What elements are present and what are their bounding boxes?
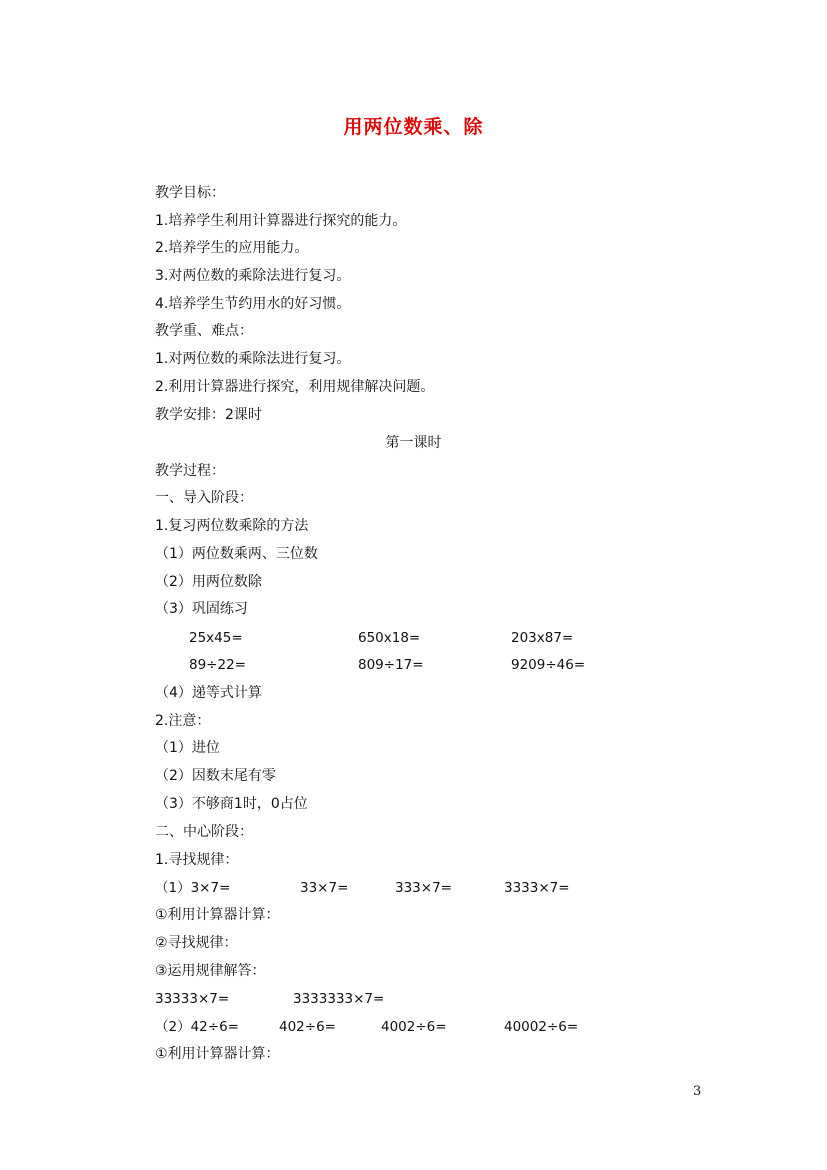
pattern-problem: 33×7= [300, 880, 349, 896]
pattern-heading: 1.寻找规律： [155, 852, 239, 868]
pattern-problem: （1）3×7= [155, 880, 231, 896]
practice-problem: 203x87= [511, 630, 574, 646]
pattern-problem: 402÷6= [279, 1019, 336, 1035]
practice-problem: 650x18= [358, 630, 421, 646]
practice-problem: 9209÷46= [511, 657, 586, 673]
step-item: ②寻找规律： [155, 935, 238, 951]
pattern-problem: 3333333×7= [293, 991, 385, 1007]
pattern-problem: 40002÷6= [504, 1019, 579, 1035]
process-heading: 教学过程： [155, 463, 225, 479]
pattern-problem: 4002÷6= [381, 1019, 447, 1035]
objective-item: 3.对两位数的乘除法进行复习。 [155, 268, 351, 284]
pattern-problem: （2）42÷6= [155, 1019, 239, 1035]
stage1-heading: 一、导入阶段： [155, 490, 253, 506]
step-item: ①利用计算器计算： [155, 907, 280, 923]
note-item: （3）不够商1时，0占位 [155, 796, 308, 812]
step-item: ③运用规律解答： [155, 963, 266, 979]
document-title: 用两位数乘、除 [343, 116, 484, 138]
page-number: 3 [693, 1084, 702, 1099]
review-item: （3）巩固练习 [155, 601, 248, 617]
objectives-heading: 教学目标： [155, 185, 225, 201]
pattern-problem: 33333×7= [155, 991, 230, 1007]
lesson-title: 第一课时 [385, 435, 442, 451]
keypoints-heading: 教学重、难点： [155, 323, 253, 339]
objective-item: 2.培养学生的应用能力。 [155, 240, 309, 256]
notes-heading: 2.注意： [155, 713, 211, 729]
objective-item: 4.培养学生节约用水的好习惯。 [155, 296, 351, 312]
practice-problem: 25x45= [189, 630, 243, 646]
schedule-line: 教学安排：2课时 [155, 407, 262, 423]
pattern-problem: 333×7= [395, 880, 452, 896]
note-item: （2）因数末尾有零 [155, 768, 276, 784]
review-item: （1）两位数乘两、三位数 [155, 546, 318, 562]
practice-problem: 89÷22= [189, 657, 246, 673]
review-item: （2）用两位数除 [155, 574, 262, 590]
note-item: （1）进位 [155, 740, 220, 756]
step-item: ①利用计算器计算： [155, 1046, 280, 1062]
review-heading: 1.复习两位数乘除的方法 [155, 518, 309, 534]
practice-problem: 809÷17= [358, 657, 424, 673]
stage2-heading: 二、中心阶段： [155, 824, 253, 840]
objective-item: 1.培养学生利用计算器进行探究的能力。 [155, 213, 407, 229]
keypoint-item: 1.对两位数的乘除法进行复习。 [155, 351, 351, 367]
review-item: （4）递等式计算 [155, 685, 262, 701]
keypoint-item: 2.利用计算器进行探究，利用规律解决问题。 [155, 379, 435, 395]
pattern-problem: 3333×7= [504, 880, 570, 896]
